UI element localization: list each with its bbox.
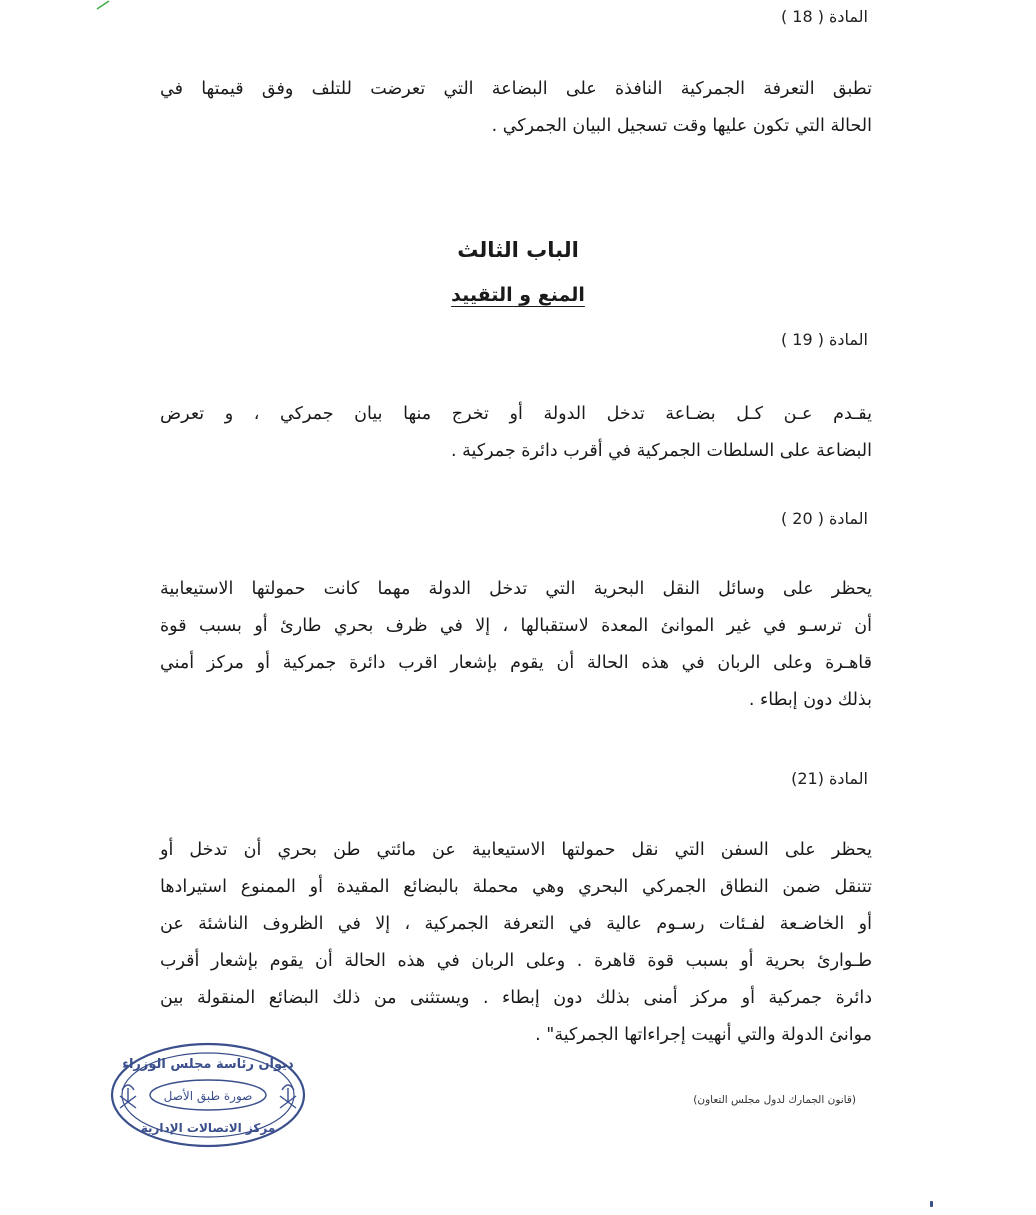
stamp-bottom-text: مركز الاتصالات الإدارية [140,1121,276,1135]
official-stamp-icon [108,1040,308,1150]
stamp-middle-text: صورة طبق الأصل [163,1089,253,1103]
corner-mark-icon [96,0,110,10]
article-20-heading: المادة ( 20 ) [780,509,868,528]
article-21-heading: المادة (21) [791,769,868,788]
article-20-line-4: بذلك دون إبطاء . [748,690,872,710]
article-21-line-1: يحظر على السفن التي نقل حمولتها الاستيعابية عن مائتي طن بحري أن تدخل أو [160,840,872,860]
article-18-body [160,71,872,145]
stamp-top-text: ديوان رئاسة مجلس الوزراء [122,1057,294,1072]
chapter-title: الباب الثالث [457,238,579,262]
article-21-line-6: موانئ الدولة والتي أنهيت إجراءاتها الجمركية" . [535,1025,872,1045]
article-20-line-2: أن ترسـو في غير الموانئ المعدة لاستقبالها ، إلا في ظرف بحري طارئ أو بسبب قوة [160,616,872,636]
article-18-line-2: الحالة التي تكون عليها وقت تسجيل البيان الجمركي . [491,116,872,136]
footnote: (قانون الجمارك لدول مجلس التعاون) [693,1094,856,1106]
article-21-line-3: أو الخاضـعة لفـئات رسـوم عالية في التعرفة الجمركية ، إلا في الظروف الناشئة عن [160,914,872,934]
article-20-line-3: قاهـرة وعلى الربان في هذه الحالة أن يقوم بإشعار اقرب دائرة جمركية أو مركز أمني [160,653,872,673]
article-19-heading: المادة ( 19 ) [780,330,868,349]
article-20-line-1: يحظر على وسائل النقل البحرية التي تدخل الدولة مهما كانت حمولتها الاستيعابية [160,579,872,599]
margin-mark [930,1201,933,1207]
chapter-subtitle-text: المنع و التقييد [451,284,585,306]
article-19-body [160,396,872,470]
article-21-body [160,832,872,1054]
article-18-heading: المادة ( 18 ) [780,7,868,26]
article-20-body [160,571,872,719]
article-19-line-2: البضاعة على السلطات الجمركية في أقرب دائرة جمركية . [451,441,872,461]
article-18-line-1: تطبق التعرفة الجمركية النافذة على البضاعة التي تعرضت للتلف وفق قيمتها في [160,79,872,99]
article-21-line-4: طـوارئ بحرية أو بسبب قوة قاهرة . وعلى الربان في هذه الحالة أن يقوم بإشعار أقرب [160,951,872,971]
chapter-subtitle [0,284,1036,306]
article-19-line-1: يقـدم عـن كـل بضـاعة تدخل الدولة أو تخرج منها بيان جمركي ، و تعرض [160,404,872,424]
article-21-line-5: دائرة جمركية أو مركز أمنى بذلك دون إبطاء . ويستثنى من ذلك البضائع المنقولة بين [160,988,872,1008]
article-21-line-2: تتنقل ضمن النطاق الجمركي البحري وهي محملة بالبضائع المقيدة أو الممنوع استيرادها [160,877,872,897]
